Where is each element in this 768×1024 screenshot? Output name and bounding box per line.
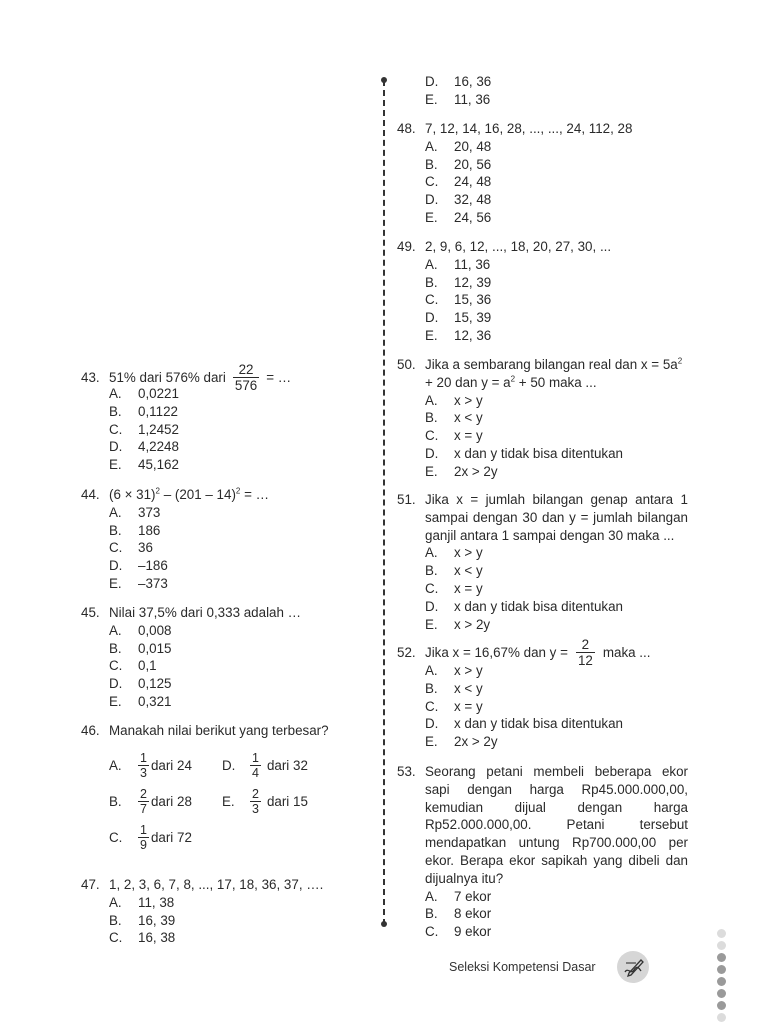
option-c: C. x = y — [425, 580, 483, 596]
option-b: B. 20, 56 — [425, 156, 492, 172]
fraction: $\frac{2}{12}$ — [577, 637, 593, 668]
question-number: 53. — [397, 764, 416, 779]
option-b: B. 186 — [109, 522, 161, 538]
option-c: C. x = y — [425, 428, 483, 444]
question-number: 43. — [81, 369, 100, 385]
progress-dot — [717, 953, 726, 962]
option-e: E. 2x > 2y — [425, 463, 498, 479]
fraction: $\frac{2}{7}$ — [140, 787, 147, 816]
question-50 — [397, 356, 697, 481]
question-number: 46. — [81, 723, 100, 738]
question-number: 49. — [397, 239, 416, 254]
question-49 — [397, 238, 697, 345]
option-e: E. 0,321 — [109, 693, 172, 709]
option-b: B. x < y — [425, 680, 483, 696]
option-e: E. 12, 36 — [425, 327, 492, 343]
option-e: E. x > 2y — [425, 616, 491, 632]
option-c: C. $\frac{1}{9}$ dari 72 — [109, 823, 192, 852]
question-number: 50. — [397, 357, 416, 372]
question-text: Jika x = 16,67% dan y = — [425, 644, 568, 660]
fraction: $\frac{2}{3}$ — [252, 787, 259, 816]
question-number: 48. — [397, 121, 416, 136]
question-47-options-continued — [397, 73, 697, 109]
option-e: E. –373 — [109, 575, 168, 591]
option-b: B. $\frac{2}{7}$ dari 28 — [109, 787, 192, 816]
question-53 — [397, 763, 688, 941]
question-text-continued: + 20 dan $y = a^2 + 50$ maka ... — [425, 374, 597, 390]
option-a: A. x > y — [425, 545, 483, 561]
progress-dot — [717, 929, 726, 938]
question-text: $(6 \times 31)^2 - (201 - 14)^2$ = … — [109, 486, 270, 502]
question-text: Manakah nilai berikut yang terbesar? — [109, 723, 329, 738]
question-number: 47. — [81, 877, 100, 892]
option-a: A. 20, 48 — [425, 138, 492, 154]
option-b: B. 16, 39 — [109, 912, 176, 928]
option-c: C. 16, 38 — [109, 930, 176, 946]
question-text: Nilai 37,5% dari 0,333 adalah … — [109, 605, 302, 620]
option-d: D. x dan y tidak bisa ditentukan — [425, 598, 623, 614]
progress-dot — [717, 989, 726, 998]
question-51 — [397, 491, 688, 633]
question-text: Jika a sembarang bilangan real dan $x = 5a^2$ — [425, 356, 683, 372]
question-text: 1, 2, 3, 6, 7, 8, ..., 17, 18, 36, 37, …. — [109, 877, 324, 892]
option-e: E. 24, 56 — [425, 209, 492, 225]
question-43: 43. 51% dari 576% dari $\frac{22}{576}$ = … A. 0,0221 B. 0,1122 C. 1,2452 D. 4,2248 E. 45,162 — [81, 362, 371, 474]
question-text: Seorang petani membeli beberapa ekor sapi dengan harga Rp45.000.000,00, kemudian dijual dengan harga Rp52.000.000,00. Petani tersebut mendapatkan untung Rp700.000,00 per ekor. Berapa ekor sapikah yang dibeli dan dijualnya itu? — [425, 764, 688, 886]
question-45 — [81, 604, 371, 711]
question-number: 52. — [397, 644, 416, 660]
option-a: A. x > y — [425, 392, 483, 408]
option-b: B. 0,1122 — [109, 403, 178, 419]
question-text: 51% dari 576% dari — [109, 369, 226, 385]
column-divider — [383, 80, 385, 925]
option-c: C. 36 — [109, 540, 153, 556]
question-52: 52. Jika x = 16,67% dan y = $\frac{2}{12}$ maka ... A. x > y B. x < y C. x = y D. x dan y tidak bisa ditentukan E. 2x > 2y — [397, 637, 697, 751]
option-c: C. x = y — [425, 698, 483, 714]
question-48 — [397, 120, 697, 227]
option-a: A. 373 — [109, 504, 161, 520]
option-c: C. 24, 48 — [425, 174, 492, 190]
progress-dot — [717, 941, 726, 950]
question-46 — [81, 722, 371, 740]
option-a: A. $\frac{1}{3}$ dari 24 — [109, 751, 192, 780]
option-b: B. 12, 39 — [425, 274, 492, 290]
option-d: D. $\frac{1}{4}$ dari 32 — [222, 751, 308, 780]
option-b: B. x < y — [425, 563, 483, 579]
option-c: C. 0,1 — [109, 658, 157, 674]
option-e: E. 11, 36 — [425, 91, 491, 107]
progress-dot — [717, 1001, 726, 1010]
option-d: D. –186 — [109, 558, 168, 574]
option-c: C. 1,2452 — [109, 421, 179, 437]
option-d: D. 16, 36 — [425, 74, 492, 89]
option-b: B. x < y — [425, 410, 483, 426]
option-a: A. 11, 38 — [109, 894, 175, 910]
option-e: E. 2x > 2y — [425, 734, 498, 750]
progress-dot — [717, 965, 726, 974]
question-47 — [81, 876, 371, 947]
option-b: B. 8 ekor — [425, 906, 492, 922]
fraction: $\frac{1}{3}$ — [140, 751, 147, 780]
option-d: D. 4,2248 — [109, 439, 179, 455]
fraction: $\frac{1}{9}$ — [140, 823, 147, 852]
option-a: A. 11, 36 — [425, 256, 491, 272]
fraction: $\frac{22}{576}$ — [234, 362, 258, 393]
pen-writing-icon — [617, 951, 649, 983]
option-d: D. x dan y tidak bisa ditentukan — [425, 716, 623, 732]
question-number: 44. — [81, 487, 100, 502]
option-e: E. $\frac{2}{3}$ dari 15 — [222, 787, 308, 816]
option-e: E. 45,162 — [109, 457, 179, 473]
option-c: C. 9 ekor — [425, 924, 492, 940]
question-number: 45. — [81, 605, 100, 620]
question-text: 7, 12, 14, 16, 28, ..., ..., 24, 112, 28 — [425, 121, 633, 136]
option-d: D. 0,125 — [109, 676, 172, 692]
footer-title: Seleksi Kompetensi Dasar — [449, 960, 596, 974]
progress-dot — [717, 977, 726, 986]
question-44 — [81, 486, 371, 593]
option-a: A. 0,008 — [109, 622, 172, 638]
option-b: B. 0,015 — [109, 640, 172, 656]
question-number: 51. — [397, 492, 416, 507]
option-a: A. 7 ekor — [425, 888, 492, 904]
option-d: D. x dan y tidak bisa ditentukan — [425, 445, 623, 461]
question-text: 2, 9, 6, 12, ..., 18, 20, 27, 30, ... — [425, 239, 612, 254]
fraction: $\frac{1}{4}$ — [252, 751, 259, 780]
option-d: D. 32, 48 — [425, 192, 492, 208]
question-text: Jika x = jumlah bilangan genap antara 1 sampai dengan 30 dan y = jumlah bilangan ganjil antara 1 sampai dengan 30 maka ... — [425, 492, 688, 543]
divider-top-dot — [381, 77, 387, 83]
divider-bottom-dot — [381, 921, 387, 927]
option-c: C. 15, 36 — [425, 292, 492, 308]
progress-dot — [717, 1013, 726, 1022]
option-d: D. 15, 39 — [425, 310, 492, 326]
option-a: A. 0,0221 — [109, 386, 179, 401]
option-a: A. x > y — [425, 663, 483, 678]
